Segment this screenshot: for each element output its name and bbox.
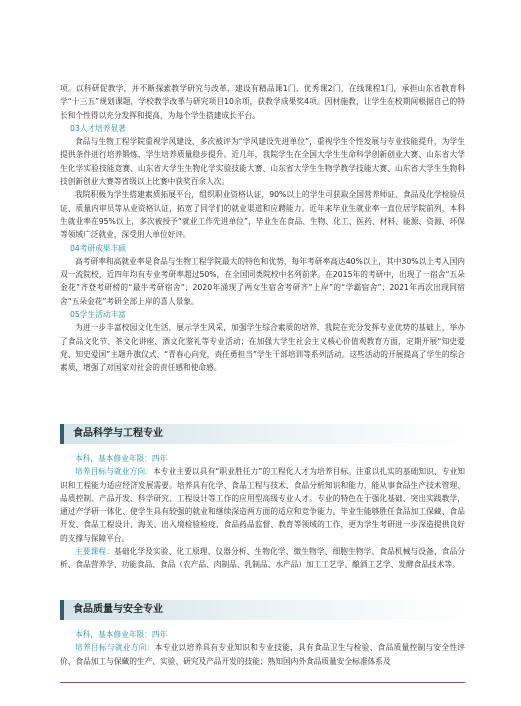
goal-text: 本专业以培养具有专业知识和专业技能，具有食品卫生与检验、食品质量控制与安全性评价、食品加工与保藏的生产、实验、研究及产品开发的技能；熟知国内外食品质量安全标准体系及 [60, 643, 465, 666]
major-duration [60, 628, 465, 641]
major-block-food-safety [60, 628, 465, 668]
major-courses-paragraph [60, 545, 465, 572]
goal-label: 培养目标与就业方向： [75, 467, 153, 477]
major-block-food-science [60, 452, 465, 572]
talent-paragraph-2: 我院积极为学生搭建素质拓展平台，组织职业资格认证，90%以上的学生可获取全国营养师证、食品及化学检验员证、质量内审员等从业资格认证，拓宽了同学们的就业渠道和应聘能力。近年来毕业生就业率一直位居学院前列，本科生就业率在95%以上，多次被授予“就业工作先进单位”，毕业生在食品、生物、化工、医药、材料、能源、资源、环保等领域广泛就业，深受用人单位好评。 [60, 190, 465, 240]
section-heading-postgrad: 04考研成果丰硕 [70, 243, 126, 253]
duration-text: 本科，基本修业年限：四年 [75, 454, 168, 463]
goal-label: 培养目标与就业方向： [75, 643, 155, 653]
major-goal-paragraph [60, 641, 465, 668]
footer-rule [60, 682, 465, 683]
major-title-band-food-science [60, 424, 465, 444]
section-heading-talent: 03人才培养显著 [70, 123, 126, 133]
goal-text: 本专业主要以具有“职业胜任力”的工程化人才为培养目标。注重以扎实的基础知识、专业知识和工程能力适应经济发展需要。培养具有化学、食品工程与技术、食品分析知识和能力，能从事食品生产技术管理、品质控制、产品开发、科学研究、工程设计等工作的应用型高级专业人才。专业的特色在于强化基础、突出实践教学，通过产学研一体化、使学生具有较强的就业和继续深造两方面的适应和竞争能力。毕业生能够胜任食品加工保藏、食品开发、食品工程设计、海关、出入境检验检疫、食品药品监督、教育等领域的工作，更为学生考研进一步深造提供良好的支撑与保障平台。 [60, 467, 465, 543]
section-heading-activities: 05学生活动丰富 [70, 310, 126, 320]
major-goal-paragraph [60, 465, 465, 545]
intro-block [60, 82, 465, 375]
activities-paragraph: 为进一步丰富校园文化生活，展示学生风采，加强学生综合素质的培养，我院在充分发挥专业优势的基础上，举办了食品文化节、茶文化讲座、酒文化鉴礼等专业活动；在加强大学生社会主义核心价值观教育方面，定期开展“知史爱党、知史爱国”主题升旗仪式、“青春心向党，责任勇担当”学生干部培训等系列活动。这些活动的开展提高了学生的综合素质，增强了对国家对社会的责任感和使命感。 [60, 323, 465, 373]
band-accent-bar [60, 600, 64, 620]
duration-text: 本科，基本修业年限：四年 [75, 630, 168, 639]
major-duration [60, 452, 465, 465]
major-title-food-science: 食品科学与工程专业 [73, 428, 163, 439]
major-title-food-safety: 食品质量与安全专业 [73, 604, 163, 615]
courses-text: 基础化学及实验、化工原理、仪器分析、生物化学、微生物学、细胞生物学、食品机械与设备、食品分析、食品营养学、功能食品、食品（农产品、肉制品、乳制品、水产品）加工工艺学、酿酒工艺学、发酵食品技术等。 [60, 547, 465, 570]
band-accent-bar [60, 424, 64, 444]
postgrad-paragraph: 高考研率和高就业率是食品与生物工程学院最大的特色和优势，每年考研率高达40%以上，其中30%以上考入国内双一流院校，近四年均有专业考研率超过50%，在全国同类院校中名列前茅。在2015年的考研中，出现了一宿舍“五朵金花”齐登考研榜的“最牛考研宿舍”；2020年涌现了两女生宿舍考研齐“上岸”的“学霸宿舍”；2021年再次出现同宿舍“五朵金花”考研全部上岸的喜人景象。 [60, 256, 465, 306]
courses-label: 主要课程： [75, 547, 115, 557]
major-title-band-food-safety [60, 600, 465, 620]
intro-paragraph: 项。以科研促教学，并不断探索教学研究与改革，建设有精品课1门、优秀课2门，在线课程1门，承担山东省教育科学“十三五”规划课题，学校教学改革与研究项目10余项，获教学成果奖4项。因材施教，让学生在校期间根据自己的特长和个性得以充分发挥和提高，为每个学生搭建成长平台。 [60, 84, 465, 120]
talent-paragraph-1: 食品与生物工程学院重视学风建设，多次被评为“学风建设先进单位”，重视学生个性发展与专业技能提升，为学生提供条件进行培养锻炼，学生培养质量稳步提升。近几年，我院学生在全国大学生生命科学创新创业大赛、山东省大学生化学实验技能竞赛、山东省大学生生物化学实验技能大赛、山东省大学生生物学教学技能大赛、山东省大学生生物科技创新创业大赛等省级以上比赛中获奖百余人次。 [60, 137, 465, 187]
